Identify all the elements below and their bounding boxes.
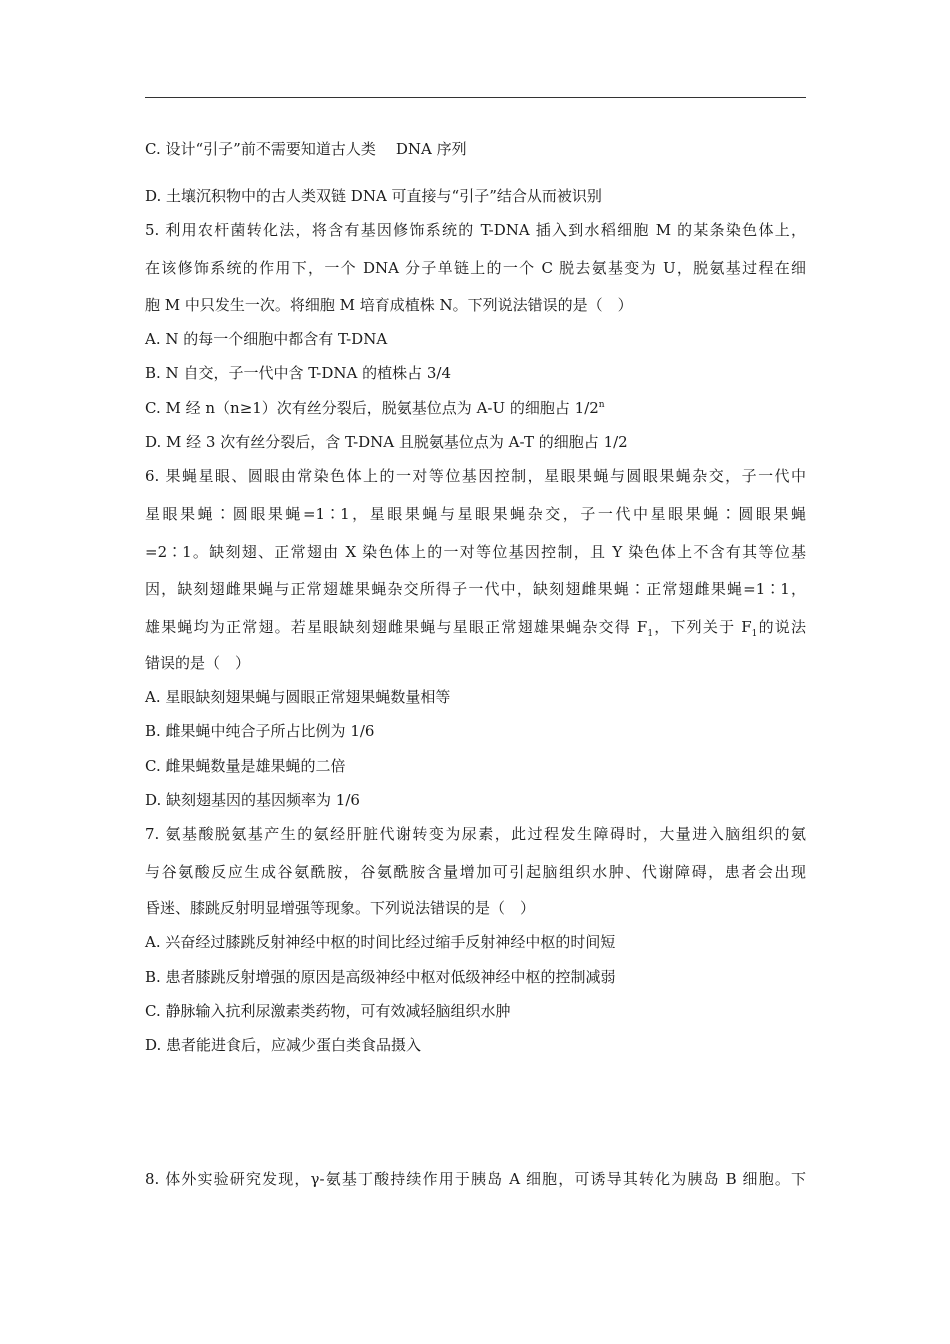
q7-option-c: C. 静脉输入抗利尿激素类药物，可有效减轻脑组织水肿 — [145, 1002, 511, 1020]
q5-stem-line-1: 5. 利用农杆菌转化法，将含有基因修饰系统的 T-DNA 插入到水稻细胞 M 的某条染色体上， — [145, 221, 806, 239]
q6-option-b: B. 雌果蝇中纯合子所占比例为 1/6 — [145, 722, 375, 740]
q6-stem-line-2: 星眼果蝇∶圆眼果蝇=1∶1，星眼果蝇与星眼果蝇杂交，子一代中星眼果蝇∶圆眼果蝇 — [145, 505, 806, 523]
q7-option-d: D. 患者能进食后，应减少蛋白类食品摄入 — [145, 1036, 422, 1054]
q5-stem-line-2: 在该修饰系统的作用下，一个 DNA 分子单链上的一个 C 脱去氨基变为 U，脱氨基过程在细 — [145, 259, 806, 277]
q6-stem-line-4: 因，缺刻翅雌果蝇与正常翅雄果蝇杂交所得子一代中，缺刻翅雌果蝇∶正常翅雌果蝇=1∶1， — [145, 580, 806, 598]
q5-option-c: C. M 经 n（n≥1）次有丝分裂后，脱氨基位点为 A-U 的细胞占 1/2$^n$ — [145, 399, 605, 417]
q6-stem-line-6: 错误的是（ ） — [145, 654, 251, 672]
q4-option-d: D. 土壤沉积物中的古人类双链 DNA 可直接与“引子”结合从而被识别 — [145, 187, 602, 205]
q6-stem-line-1: 6. 果蝇星眼、圆眼由常染色体上的一对等位基因控制，星眼果蝇与圆眼果蝇杂交，子一代中 — [145, 467, 806, 485]
q6-stem-line-5: 雄果蝇均为正常翅。若星眼缺刻翅雌果蝇与星眼正常翅雄果蝇杂交得 $F_1$，下列关于 $F_1$的说法 — [145, 618, 806, 639]
q7-stem-line-2: 与谷氨酸反应生成谷氨酰胺，谷氨酰胺含量增加可引起脑组织水肿、代谢障碍，患者会出现 — [145, 863, 806, 881]
header-rule — [145, 97, 806, 98]
q6-stem-line-3: =2∶1。缺刻翅、正常翅由 X 染色体上的一对等位基因控制，且 Y 染色体上不含有其等位基 — [145, 543, 806, 561]
q5-option-b: B. N 自交，子一代中含 T-DNA 的植株占 3/4 — [145, 364, 452, 382]
q7-option-b: B. 患者膝跳反射增强的原因是高级神经中枢对低级神经中枢的控制减弱 — [145, 968, 616, 986]
q7-stem-line-3: 昏迷、膝跳反射明显增强等现象。下列说法错误的是（ ） — [145, 899, 536, 917]
q5-option-d: D. M 经 3 次有丝分裂后，含 T-DNA 且脱氨基位点为 A-T 的细胞占 1/2 — [145, 433, 628, 451]
q8-stem-line-1: 8. 体外实验研究发现，γ-氨基丁酸持续作用于胰岛 A 细胞，可诱导其转化为胰岛 B 细胞。下 — [145, 1170, 806, 1188]
q4-option-c: C. 设计“引子”前不需要知道古人类 DNA 序列 — [145, 140, 467, 158]
q5-stem-line-3: 胞 M 中只发生一次。将细胞 M 培育成植株 N。下列说法错误的是（ ） — [145, 296, 633, 314]
q6-option-d: D. 缺刻翅基因的基因频率为 1/6 — [145, 791, 360, 809]
q6-option-c: C. 雌果蝇数量是雄果蝇的二倍 — [145, 757, 346, 775]
q7-stem-line-1: 7. 氨基酸脱氨基产生的氨经肝脏代谢转变为尿素，此过程发生障碍时，大量进入脑组织的氨 — [145, 825, 806, 843]
q7-option-a: A. 兴奋经过膝跳反射神经中枢的时间比经过缩手反射神经中枢的时间短 — [145, 933, 616, 951]
q6-option-a: A. 星眼缺刻翅果蝇与圆眼正常翅果蝇数量相等 — [145, 688, 451, 706]
q5-option-a: A. N 的每一个细胞中都含有 T-DNA — [145, 330, 388, 348]
